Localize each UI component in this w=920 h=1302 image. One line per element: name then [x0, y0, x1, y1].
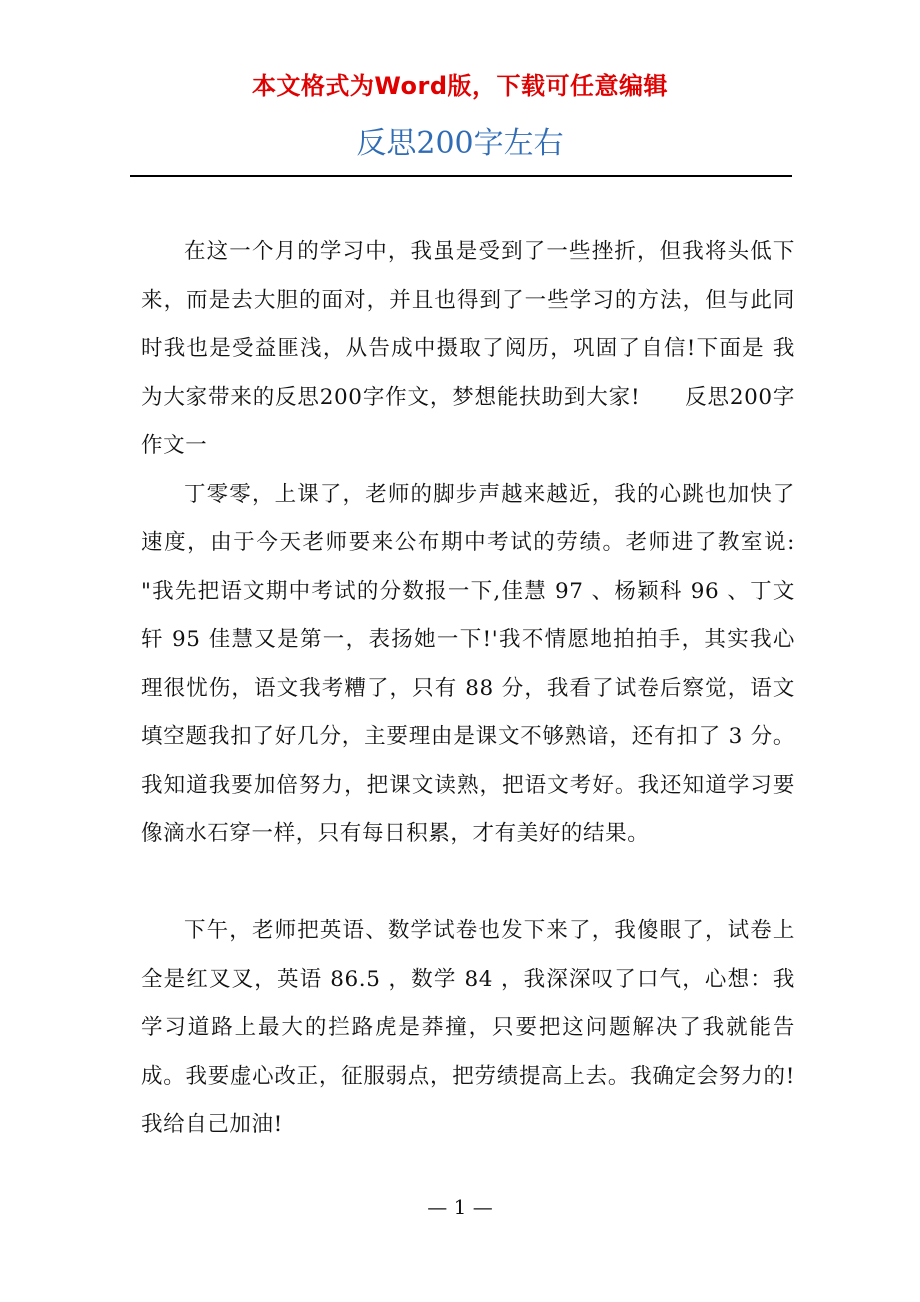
title-divider	[130, 175, 792, 177]
paragraph-afternoon: 下午，老师把英语、数学试卷也发下来了，我傻眼了，试卷上全是红叉叉，英语 86.5 ，数学 84 ，我深深叹了口气，心想：我学习道路上最大的拦路虎是莽撞，只要把这问题解决了我就能告成。我要虚心改正，征服弱点，把劳绩提高上去。我确定会努力的!我给自己加油!	[141, 918, 795, 1137]
page-number: — 1 —	[427, 1195, 493, 1219]
format-notice-banner: 本文格式为Word版，下载可任意编辑	[251, 72, 669, 100]
paragraph-spacer	[141, 859, 795, 908]
paragraph-intro: 在这一个月的学习中，我虽是受到了一些挫折，但我将头低下来，而是去大胆的面对，并且也得到了一些学习的方法，但与此同时我也是受益匪浅，从告成中摄取了阅历，巩固了自信!下面是 我为大家带来的反思200字作文，梦想能扶助到大家! 反思200字作文一	[141, 239, 795, 458]
document-title: 反思200字左右	[356, 126, 564, 161]
paragraph-chinese-exam: 丁零零，上课了，老师的脚步声越来越近，我的心跳也加快了速度，由于今天老师要来公布期中考试的劳绩。老师进了教室说: "我先把语文期中考试的分数报一下,佳慧 97 、杨颖科 96 、丁文轩 95 佳慧又是第一，表扬她一下!'我不情愿地拍拍手，其实我心理很忧伤，语文我考糟了，只有 88 分，我看了试卷后察觉，语文填空题我扣了好几分，主要理由是课文不够熟谙，还有扣了 3 分。我知道我要加倍努力，把课文读熟，把语文考好。我还知道学习要像滴水石穿一样，只有每日积累，才有美好的结果。	[141, 481, 795, 846]
document-body	[141, 228, 795, 1150]
